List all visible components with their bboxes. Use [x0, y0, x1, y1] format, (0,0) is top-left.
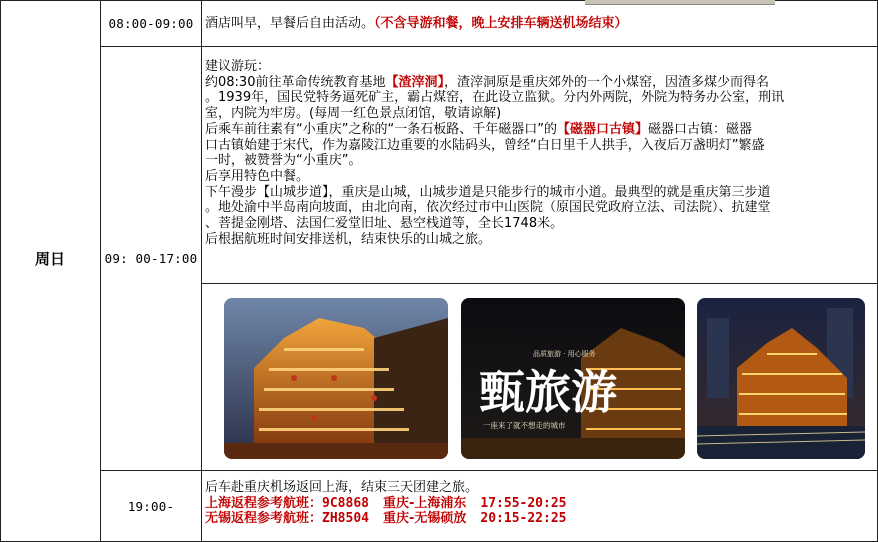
- text-line: 建议游玩：: [205, 59, 271, 74]
- riverside-night-photo: [697, 298, 865, 459]
- brand-night-photo: [461, 298, 685, 459]
- brand-logo-text: 甄旅游: [479, 365, 617, 419]
- day-label: 周日: [34, 249, 65, 268]
- svg-text:一座来了就不想走的城市: 一座来了就不想走的城市: [483, 421, 566, 430]
- highlight-zhazidong: 【渣滓洞】: [385, 74, 444, 90]
- hongyadong-photo: [224, 298, 448, 459]
- text-line: 后根据航班时间安排送机，结束快乐的山城之旅。: [205, 231, 492, 247]
- flight-line: 上海返程参考航班：9C8868 重庆-上海浦东 17:55-20:25: [205, 495, 567, 511]
- svg-text:品质旅游 · 用心服务: 品质旅游 · 用心服务: [533, 350, 596, 358]
- activity-cell: [205, 16, 872, 32]
- row-divider: [100, 46, 877, 47]
- text-line: 室，内院为牢房。(每周一红色景点闭馆，敬请谅解): [205, 106, 502, 122]
- highlight-ciqikou: 【磁器口古镇】: [556, 121, 648, 137]
- text-line: 口古镇始建于宋代，作为嘉陵江边重要的水陆码头，曾经“白日里千人拱手，入夜后万盏明灯”繁盛: [205, 137, 765, 153]
- text-line: 。1939年，国民党特务逼死矿主，霸占煤窑，在此设立监狱。分内外两院，外院为特务办公室，刑讯: [205, 90, 785, 106]
- activity-cell: [205, 59, 872, 247]
- time-cell: 19:00-: [127, 498, 175, 514]
- time-cell: 08:00-09:00: [108, 15, 194, 31]
- row-divider: [100, 470, 877, 471]
- text-line: 、菩提金刚塔、法国仁爱堂旧址、悬空栈道等，全长1748米。: [205, 216, 564, 232]
- activity-cell: [205, 480, 872, 527]
- flight-line: 无锡返程参考航班：ZH8504 重庆-无锡硕放 20:15-22:25: [205, 511, 567, 527]
- previous-photo-edge: [585, 0, 775, 5]
- text-line: 下午漫步【山城步道】，重庆是山城，山城步道是只能步行的城市小道。最典型的就是重庆第三步道: [205, 184, 771, 200]
- text-line: 后乘车前往素有“小重庆”之称的“一条石板路、千年磁器口”的【磁器口古镇】磁器口古镇：磁器: [205, 121, 752, 137]
- text-line: 后车赴重庆机场返回上海，结束三天团建之旅。: [205, 480, 479, 495]
- text-line: 一时，被赞誉为“小重庆”。: [205, 153, 362, 169]
- text-line: 后享用特色中餐。: [205, 168, 310, 184]
- time-cell: 09: 00-17:00: [104, 251, 198, 266]
- text-line: 。地处渝中半岛南向坡面，由北向南，依次经过市中山医院（原国民党政府立法、司法院）、抗建堂: [205, 200, 771, 216]
- text-line: 约08:30前往革命传统教育基地【渣滓洞】，渣滓洞原是重庆郊外的一个小煤窑，因渣多煤少而得名: [205, 74, 769, 90]
- column-divider: [201, 0, 202, 541]
- row-divider: [201, 283, 877, 284]
- activity-note: （不含导游和餐，晚上安排车辆送机场结束）: [374, 16, 628, 31]
- activity-text: 酒店叫早，早餐后自由活动。: [205, 16, 375, 31]
